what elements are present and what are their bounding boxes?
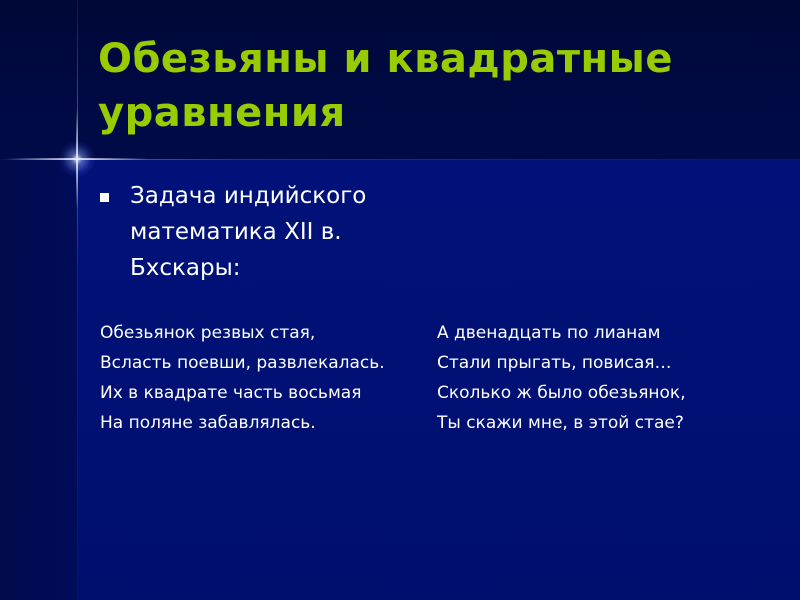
- poem-line: Их в квадрате часть восьмая: [100, 383, 362, 403]
- poem-line: Обезьянок резвых стая,: [100, 323, 316, 343]
- poem-line: Ты скажи мне, в этой стае?: [437, 413, 684, 433]
- bullet-text: Задача индийского математика XII в. Бхскары:: [130, 183, 367, 281]
- poem-line: Стали прыгать, повисая…: [437, 353, 672, 373]
- left-band: [0, 160, 78, 600]
- square-bullet-icon: [100, 193, 109, 202]
- poem-line: Всласть поевши, развлекалась.: [100, 353, 385, 373]
- poem-line: А двенадцать по лианам: [437, 323, 661, 343]
- poem-column-right: [437, 322, 777, 442]
- vertical-divider: [77, 0, 78, 600]
- slide-title: Обезьяны и квадратные уравнения: [98, 36, 673, 136]
- poem-column-left: [100, 322, 420, 442]
- poem-line: На поляне забавлялась.: [100, 413, 316, 433]
- poem-line: Сколько ж было обезьянок,: [437, 383, 686, 403]
